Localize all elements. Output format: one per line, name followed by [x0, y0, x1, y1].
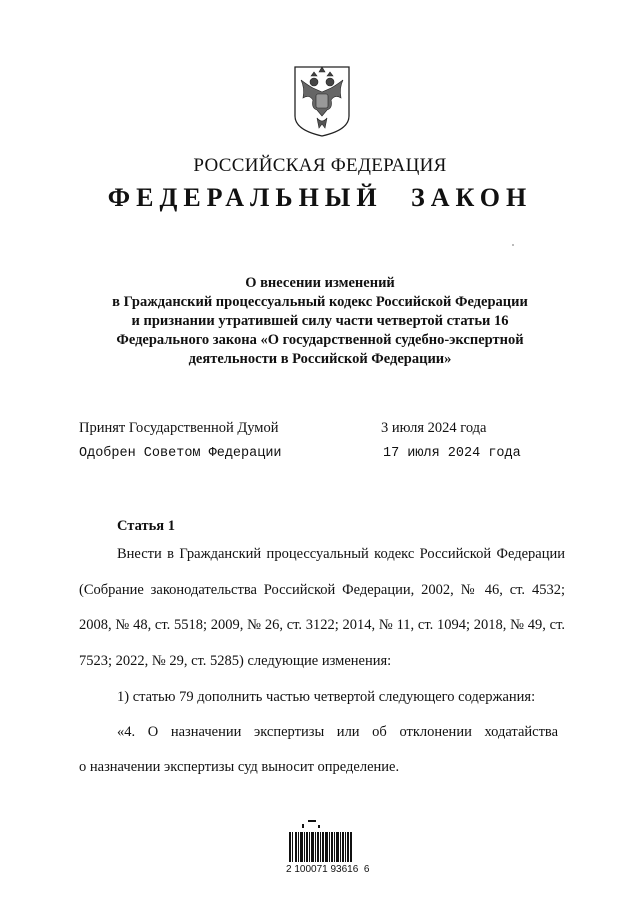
council-approval-date: 17 июля 2024 года [383, 446, 521, 461]
document-type-heading: ФЕДЕРАЛЬНЫЙ ЗАКОН [107, 183, 533, 212]
country-heading: РОССИЙСКАЯ ФЕДЕРАЦИЯ [193, 155, 447, 176]
council-approval-label: Одобрен Советом Федерации [79, 446, 282, 461]
quote-line-2: о назначении экспертизы суд выносит определение. [79, 759, 400, 775]
quote-line-1: «4. О назначении экспертизы или об отклонении ходатайства [117, 724, 559, 740]
duma-adoption-date: 3 июля 2024 года [381, 420, 487, 436]
title-line: и признании утратившей силу части четвертой статьи 16 [131, 313, 509, 329]
item-1-text: 1) статью 79 дополнить частью четвертой следующего содержания: [117, 689, 536, 705]
article-intro-paragraph: Внести в Гражданский процессуальный кодекс Российской Федерации (Собрание законодательства Российской Федерации, 2002, № 46, ст. 4532; 2008, № 48, ст. 5518; 2009, № 26, ст. 3122; 2014, № 11, ст. 1094; 2018, № 49, ст. 7523; 2022, № 29, ст. 5285) следующие изменения: [79, 546, 565, 670]
title-line: в Гражданский процессуальный кодекс Российской Федерации [112, 294, 528, 310]
title-line: деятельности в Российской Федерации» [188, 351, 452, 367]
law-title [60, 274, 580, 369]
duma-adoption-label: Принят Государственной Думой [79, 420, 279, 436]
scan-artifact [512, 244, 514, 246]
barcode-number: 2 100071 93616 6 [286, 864, 370, 875]
title-line: О внесении изменений [245, 275, 395, 291]
coat-of-arms-emblem [289, 64, 355, 138]
article-heading: Статья 1 [117, 518, 175, 534]
title-line: Федерального закона «О государственной судебно-экспертной [116, 332, 524, 348]
